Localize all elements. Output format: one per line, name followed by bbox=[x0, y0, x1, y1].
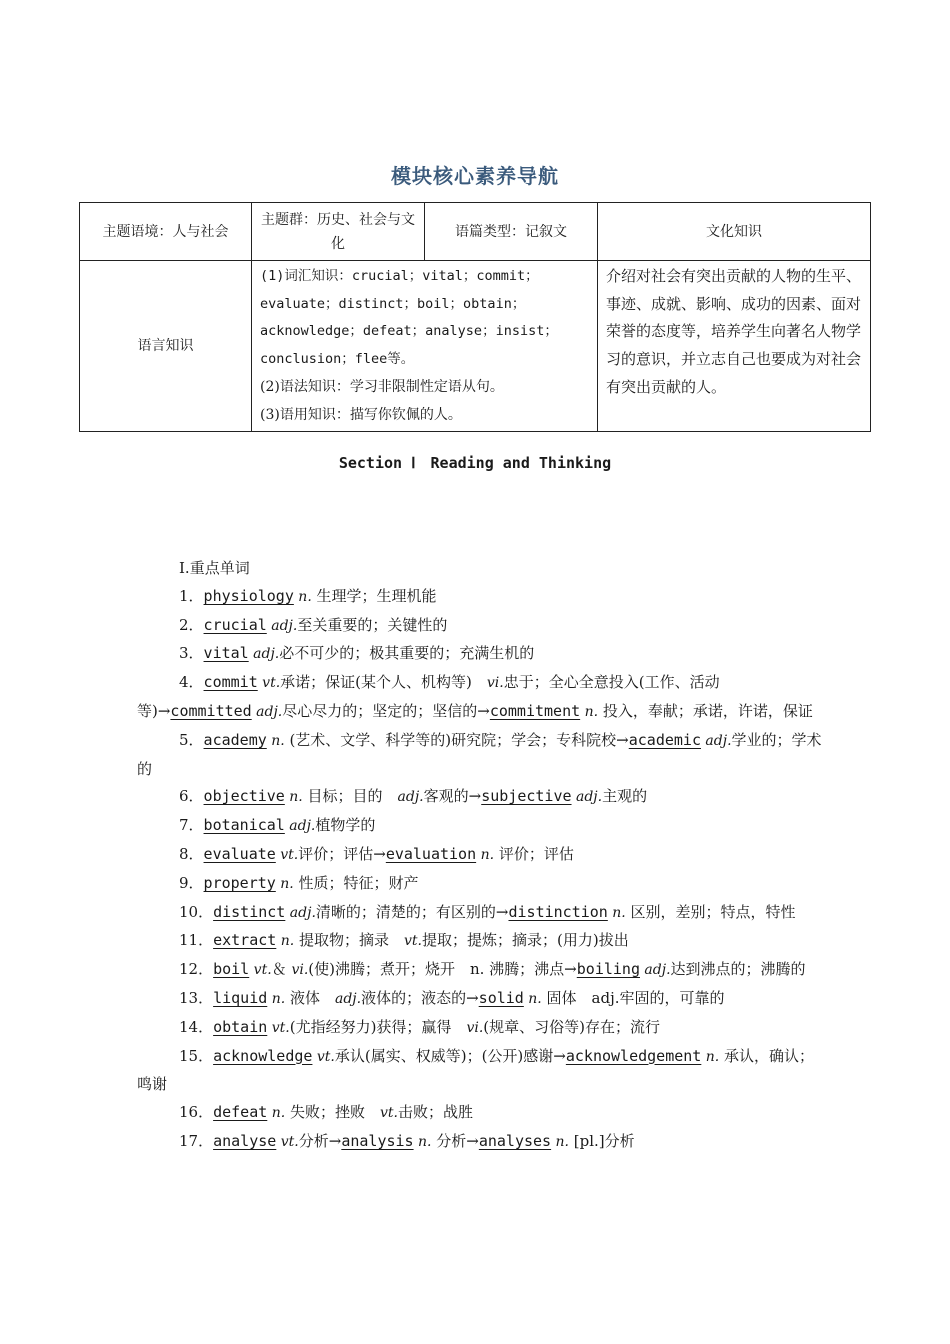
part-of-speech: adj. bbox=[266, 617, 298, 634]
definition: 区别，差别；特点，特性 bbox=[625, 902, 796, 921]
part-of-speech: adj. bbox=[334, 990, 362, 1007]
vocab-word: distinct bbox=[213, 902, 286, 921]
vocab-word: evaluation bbox=[385, 844, 477, 863]
vocab-word: acknowledgement bbox=[565, 1046, 702, 1065]
definition: 性质；特征；财产 bbox=[293, 873, 419, 892]
part-of-speech: adj. bbox=[639, 962, 671, 979]
part-of-speech: vt. bbox=[379, 1105, 398, 1122]
vocab-word: boiling bbox=[576, 960, 640, 979]
vocab-word: academy bbox=[203, 730, 267, 749]
vocab-word: acknowledge bbox=[213, 1046, 313, 1065]
definition: 主观的 bbox=[602, 787, 648, 806]
section-heading: Section Ⅰ Reading and Thinking bbox=[338, 454, 612, 472]
part-of-speech: n. bbox=[551, 1133, 570, 1150]
theme-context-cell: 主题语境：人与社会 bbox=[80, 203, 252, 261]
definition: 植物学的 bbox=[315, 816, 376, 835]
definition: 生理学；生理机能 bbox=[311, 586, 437, 605]
vocab-item bbox=[137, 812, 827, 841]
item-number: 11． bbox=[179, 931, 214, 950]
part-of-speech: adj. bbox=[284, 818, 316, 835]
item-number: 13． bbox=[179, 988, 214, 1007]
definition: 提取；提炼；摘录；(用力)拔出 bbox=[422, 931, 629, 950]
item-number: 14． bbox=[179, 1017, 214, 1036]
vocab-word: committed bbox=[170, 701, 252, 720]
vocab-word: defeat bbox=[213, 1103, 268, 1122]
item-number: 4． bbox=[179, 673, 204, 692]
vocab-list bbox=[137, 555, 827, 1157]
vocab-word: liquid bbox=[213, 988, 268, 1007]
part-of-speech: vi. bbox=[291, 962, 309, 979]
vocab-item bbox=[137, 899, 827, 928]
part-of-speech: adj. bbox=[248, 646, 280, 663]
part-of-speech: n. bbox=[276, 933, 295, 950]
definition: 达到沸点的；沸腾的 bbox=[670, 960, 806, 979]
vocab-item bbox=[137, 1128, 827, 1157]
part-of-speech: vi. bbox=[466, 1019, 484, 1036]
part-of-speech: adj. bbox=[571, 789, 603, 806]
vocab-heading: Ⅰ.重点单词 bbox=[179, 559, 250, 577]
vocab-word: solid bbox=[478, 988, 524, 1007]
part-of-speech: n. bbox=[266, 732, 285, 749]
item-number: 16． bbox=[179, 1103, 214, 1122]
part-of-speech: vt. bbox=[249, 962, 272, 979]
vocab-word: physiology bbox=[203, 586, 294, 605]
item-number: 7． bbox=[179, 816, 204, 835]
part-of-speech: n. bbox=[267, 1105, 286, 1122]
part-of-speech: adj. bbox=[285, 904, 316, 921]
part-of-speech: vt. bbox=[257, 675, 281, 692]
part-of-speech: n. bbox=[275, 875, 294, 892]
text-type-cell: 语篇类型：记叙文 bbox=[425, 203, 598, 261]
vocab-item bbox=[137, 612, 827, 641]
item-number: 12． bbox=[179, 960, 214, 979]
language-knowledge-label: 语言知识 bbox=[80, 261, 252, 432]
definition: [pl.]分析 bbox=[569, 1131, 635, 1150]
vocab-item bbox=[137, 927, 827, 956]
table-body-row bbox=[80, 261, 871, 432]
definition: 评价；评估→ bbox=[298, 844, 386, 863]
definition: 评价；评估 bbox=[494, 844, 574, 863]
definition: 客观的→ bbox=[423, 787, 482, 806]
definition: 承认(属实、权威等)；(公开)感谢→ bbox=[334, 1046, 566, 1065]
definition: 失败；挫败 bbox=[285, 1103, 380, 1122]
item-number: 2． bbox=[179, 615, 204, 634]
definition: 承诺；保证(某个人、机构等) bbox=[280, 673, 487, 692]
vocab-item bbox=[137, 727, 827, 784]
vocab-word: botanical bbox=[203, 816, 285, 835]
definition: 击败；战胜 bbox=[397, 1103, 473, 1122]
definition: (艺术、文学、科学等的)研究院；学会；专科院校→ bbox=[284, 730, 629, 749]
part-of-speech: vi. bbox=[486, 675, 504, 692]
definition: 忠于；全心全意投入(工作、活动等)→ bbox=[137, 673, 720, 720]
page-title: 模块核心素养导航 bbox=[391, 164, 559, 188]
vocab-word: commit bbox=[203, 673, 258, 692]
grammar-knowledge: (2)语法知识：学习非限制性定语从句。 bbox=[260, 378, 504, 395]
definition: 投入，奉献；承诺，许诺，保证 bbox=[598, 701, 813, 720]
vocab-word: boil bbox=[213, 960, 250, 979]
vocab-item bbox=[137, 1099, 827, 1128]
definition: 分析→ bbox=[298, 1131, 342, 1150]
part-of-speech: adj. bbox=[251, 703, 283, 720]
definition: 尽心尽力的；坚定的；坚信的→ bbox=[282, 701, 490, 720]
item-number: 1． bbox=[179, 586, 204, 605]
theme-group-cell: 主题群：历史、社会与文化 bbox=[252, 203, 425, 261]
language-knowledge-cell bbox=[252, 261, 598, 432]
item-number: 5． bbox=[179, 730, 204, 749]
vocab-word: evaluate bbox=[203, 844, 276, 863]
part-of-speech: n. bbox=[293, 588, 312, 605]
vocab-word: property bbox=[203, 873, 276, 892]
definition: 学业的；学术的 bbox=[137, 730, 822, 778]
definition: (尤指经努力)获得；赢得 bbox=[289, 1017, 467, 1036]
part-of-speech: vt. bbox=[276, 1133, 299, 1150]
vocab-item bbox=[137, 583, 827, 612]
definition: 至关重要的；关键性的 bbox=[297, 615, 448, 634]
part-of-speech: vt. bbox=[404, 933, 423, 950]
part-of-speech: vt. bbox=[275, 846, 299, 863]
vocab-word: analysis bbox=[341, 1131, 414, 1150]
part-of-speech: vt. bbox=[267, 1019, 290, 1036]
definition: 目标；目的 bbox=[302, 787, 398, 806]
part-of-speech: n. bbox=[476, 846, 495, 863]
vocab-word: analyse bbox=[213, 1131, 277, 1150]
definition: 分析→ bbox=[431, 1131, 479, 1150]
part-of-speech: n. bbox=[523, 990, 542, 1007]
vocab-word: subjective bbox=[481, 787, 572, 806]
vocab-word: commitment bbox=[489, 701, 581, 720]
item-number: 9． bbox=[179, 873, 204, 892]
culture-knowledge-cell: 介绍对社会有突出贡献的人物的生平、事迹、成就、影响、成功的因素、面对荣誉的态度等，培养学生向著名人物学习的意识，并立志自己也要成为对社会有突出贡献的人。 bbox=[598, 261, 871, 432]
part-of-speech: n. bbox=[284, 789, 303, 806]
part-of-speech: n. bbox=[580, 703, 599, 720]
pragmatic-knowledge: (3)语用知识：描写你钦佩的人。 bbox=[260, 406, 462, 423]
vocab-item bbox=[137, 956, 827, 985]
item-number: 17． bbox=[179, 1131, 214, 1150]
vocab-item bbox=[137, 640, 827, 669]
definition: 液体的；液态的→ bbox=[361, 988, 479, 1007]
item-number: 3． bbox=[179, 644, 204, 663]
vocab-item bbox=[137, 783, 827, 812]
definition: (规章、习俗等)存在；流行 bbox=[483, 1017, 660, 1036]
vocab-word: obtain bbox=[213, 1017, 268, 1036]
vocab-word: analyses bbox=[478, 1131, 552, 1150]
definition: 提取物；摘录 bbox=[294, 931, 405, 950]
item-number: 6． bbox=[179, 787, 204, 806]
module-nav-table bbox=[79, 202, 871, 432]
definition: 固体 adj.牢固的，可靠的 bbox=[541, 988, 725, 1007]
part-of-speech: n. bbox=[267, 990, 286, 1007]
definition: 承认，确认；鸣谢 bbox=[137, 1046, 815, 1094]
vocab-word: vital bbox=[203, 644, 249, 663]
item-number: 10． bbox=[179, 902, 214, 921]
definition: (使)沸腾；煮开；烧开 n. 沸腾；沸点→ bbox=[308, 960, 577, 979]
part-of-speech: adj. bbox=[700, 732, 732, 749]
table-header-row bbox=[80, 203, 871, 261]
culture-header-cell: 文化知识 bbox=[598, 203, 871, 261]
vocab-word: objective bbox=[203, 787, 285, 806]
definition: ＆ bbox=[271, 960, 292, 979]
part-of-speech: adj. bbox=[397, 789, 424, 806]
vocab-item bbox=[137, 985, 827, 1014]
vocab-word: academic bbox=[628, 730, 701, 749]
part-of-speech: vt. bbox=[312, 1048, 335, 1065]
definition: 液体 bbox=[285, 988, 335, 1007]
part-of-speech: n. bbox=[413, 1133, 432, 1150]
part-of-speech: n. bbox=[701, 1048, 720, 1065]
item-number: 8． bbox=[179, 844, 204, 863]
vocab-item bbox=[137, 841, 827, 870]
vocab-word: crucial bbox=[203, 615, 267, 634]
vocab-item bbox=[137, 669, 827, 727]
definition: 必不可少的；极其重要的；充满生机的 bbox=[279, 644, 535, 663]
vocab-word: extract bbox=[213, 931, 277, 950]
item-number: 15． bbox=[179, 1046, 214, 1065]
vocab-knowledge: (1)词汇知识：crucial；vital；commit；evaluate；distinct；boil；obtain；acknowledge；defeat；analyse；insist；conclusion；flee等。 bbox=[260, 268, 558, 368]
vocab-item bbox=[137, 870, 827, 899]
part-of-speech: n. bbox=[607, 904, 626, 921]
definition: 清晰的；清楚的；有区别的→ bbox=[315, 902, 509, 921]
vocab-word: distinction bbox=[508, 902, 608, 921]
vocab-item bbox=[137, 1014, 827, 1043]
vocab-item bbox=[137, 1043, 827, 1100]
